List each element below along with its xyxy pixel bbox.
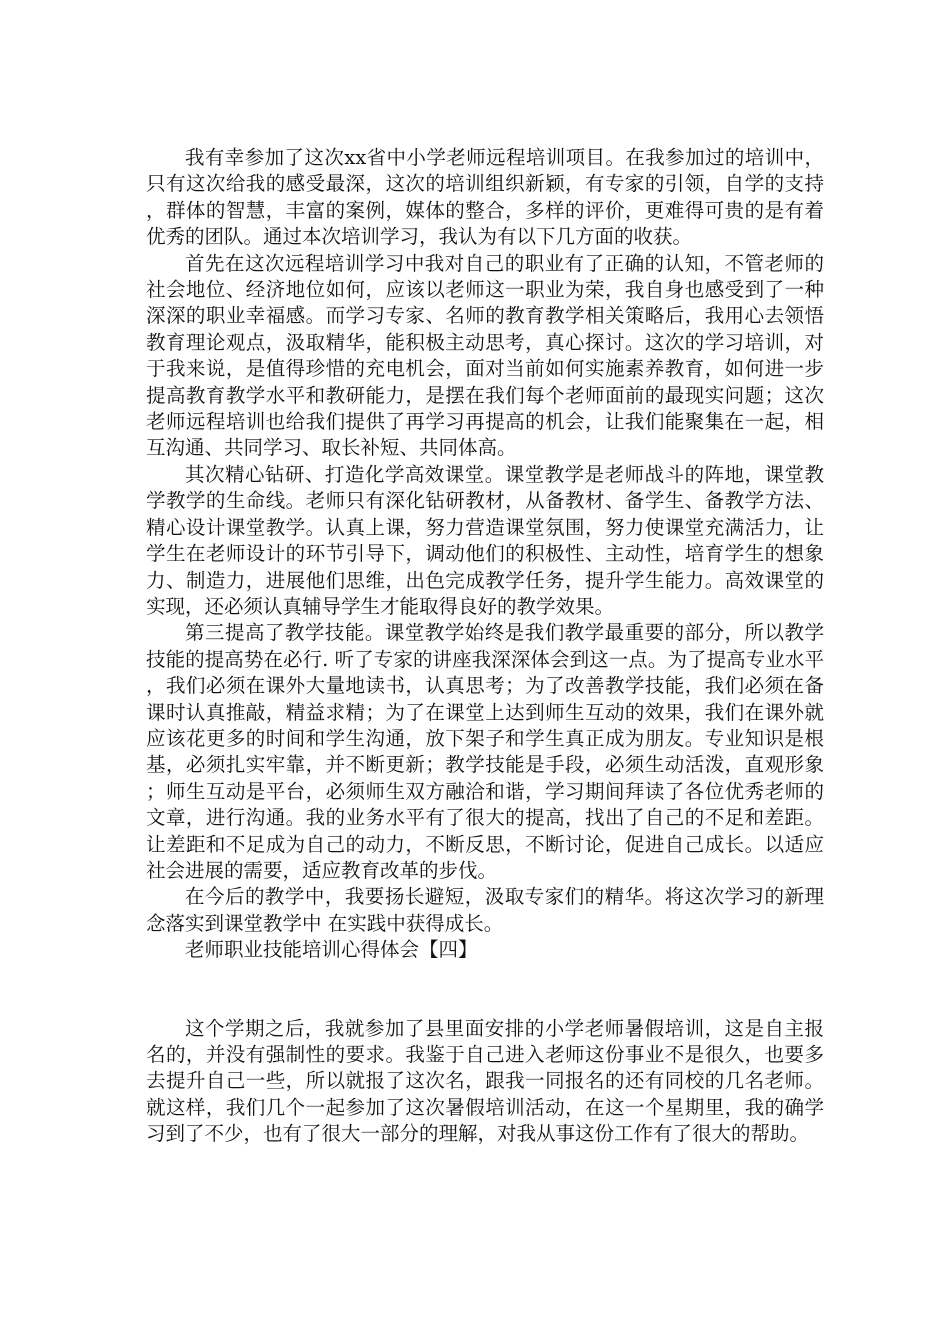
paragraph-first-point: 首先在这次远程培训学习中我对自己的职业有了正确的认知，不管老师的社会地位、经济地位如何，应该以老师这一职业为荣，我自身也感受到了一种深深的职业幸福感。而学习专家、名师的教育教学相关策略后，我用心去领悟教育理论观点，汲取精华，能积极主动思考，真心探讨。这次的学习培训，对于我来说，是值得珍惜的充电机会，面对当前如何实施素养教育，如何进一步提高教育教学水平和教研能力，是摆在我们每个老师面前的最现实问题；这次老师远程培训也给我们提供了再学习再提高的机会，让我们能聚集在一起，相互沟通、共同学习、取长补短、共同体高。 (146, 251, 824, 460)
paragraph-section-four: 这个学期之后，我就参加了县里面安排的小学老师暑假培训，这是自主报名的，并没有强制性的要求。我鉴于自己进入老师这份事业不是很久，也要多去提升自己一些，所以就报了这次名，跟我一同报名的还有同校的几名老师。就这样，我们几个一起参加了这次暑假培训活动，在这一个星期里，我的确学习到了不少，也有了很大一部分的理解，对我从事这份工作有了很大的帮助。 (146, 1016, 824, 1146)
document-page (146, 145, 824, 1148)
paragraph-third-point: 第三提高了教学技能。课堂教学始终是我们教学最重要的部分，所以教学技能的提高势在必行. 听了专家的讲座我深深体会到这一点。为了提高专业水平，我们必须在课外大量地读书，认真思考；为了改善教学技能，我们必须在备课时认真推敲，精益求精；为了在课堂上达到师生互动的效果，我们在课外就应该花更多的时间和学生沟通，放下架子和学生真正成为朋友。专业知识是根基，必须扎实牢靠，并不断更新；教学技能是手段，必须生动活泼，直观形象；师生互动是平台，必须师生双方融洽和谐，学习期间拜读了各位优秀老师的文章，进行沟通。我的业务水平有了很大的提高，找出了自己的不足和差距。让差距和不足成为自己的动力，不断反思，不断讨论，促进自己成长。以适应社会进展的需要，适应教育改革的步伐。 (146, 621, 824, 882)
blank-line (146, 964, 824, 1016)
paragraph-intro: 我有幸参加了这次xx省中小学老师远程培训项目。在我参加过的培训中，只有这次给我的感受最深，这次的培训组织新颖，有专家的引领，自学的支持，群体的智慧，丰富的案例，媒体的整合，多样的评价，更难得可贵的是有着优秀的团队。通过本次培训学习，我认为有以下几方面的收获。 (146, 146, 824, 249)
section-heading: 老师职业技能培训心得体会【四】 (185, 938, 478, 962)
paragraph-conclusion: 在今后的教学中，我要扬长避短，汲取专家们的精华。将这次学习的新理念落实到课堂教学中 在实践中获得成长。 (146, 885, 824, 935)
paragraph-second-point: 其次精心钻研、打造化学高效课堂。课堂教学是老师战斗的阵地，课堂教学教学的生命线。老师只有深化钻研教材，从备教材、备学生、备教学方法、精心设计课堂教学。认真上课，努力营造课堂氛围，努力使课堂充满活力，让学生在老师设计的环节引导下，调动他们的积极性、主动性，培育学生的想象力、制造力，进展他们思维，出色完成教学任务，提升学生能力。高效课堂的实现，还必须认真辅导学生才能取得良好的教学效果。 (146, 462, 824, 618)
